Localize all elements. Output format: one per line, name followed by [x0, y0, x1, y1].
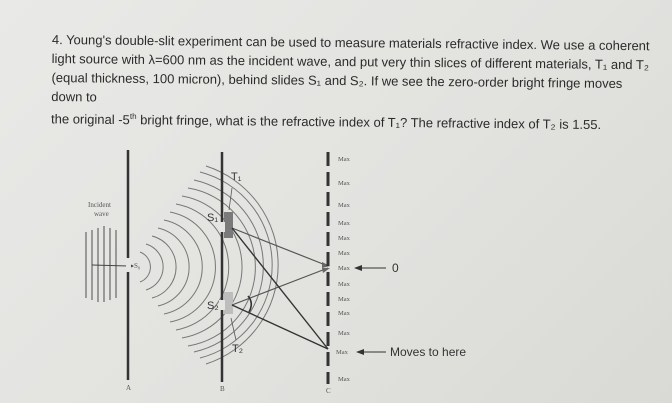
max-label: Max: [338, 310, 350, 317]
slit-s1: [219, 222, 225, 232]
wavefronts-s0: [140, 166, 278, 364]
problem-line-3: (equal thickness, 100 micron), behind slides S₁ and S₂. If we see the zero-order bright fringe moves down to: [51, 69, 623, 105]
ray-s2-to-fifth: [232, 305, 328, 349]
max-label: Max: [338, 220, 350, 227]
max-label: Max: [338, 296, 350, 303]
max-label: Max: [338, 265, 350, 272]
max-label: Max: [338, 330, 350, 337]
slice-t2: [224, 292, 233, 314]
s0-label: S₀: [134, 262, 141, 270]
s1-label: S₁: [207, 212, 219, 224]
max-label: Max: [338, 202, 350, 209]
zero-order-label: 0: [392, 261, 399, 275]
max-label: Max: [338, 156, 350, 163]
t2-label: T₂: [232, 343, 243, 355]
incident-label-1: Incident: [88, 201, 111, 209]
max-label: Max: [338, 235, 350, 242]
problem-line-4-start: the original -5: [50, 111, 130, 128]
moves-to-here-label: Moves to here: [390, 345, 467, 359]
screen-c-label: C: [326, 387, 331, 395]
incident-label-2: wave: [94, 210, 109, 218]
slit-s2: [219, 300, 225, 310]
incident-wavefronts: [86, 226, 116, 302]
barrier-b-label: B: [220, 385, 225, 393]
ray-s2-to-center: [232, 268, 328, 305]
max-label: Max: [338, 250, 350, 257]
slit-s0: [126, 258, 131, 272]
slice-t1: [224, 212, 233, 238]
t1-label: T₁: [231, 171, 242, 183]
ordinal-suffix: th: [129, 111, 137, 121]
max-label: Max: [338, 281, 350, 288]
barrier-a-label: A: [126, 384, 132, 392]
problem-line-4-end: bright fringe, what is the refractive index of T₁? The refractive index of T₂ is 1.55.: [136, 112, 602, 133]
max-label: Max: [338, 376, 350, 383]
problem-line-1: 4. Young's double-slit experiment can be used to measure materials refractive index. We use a coherent: [51, 31, 650, 54]
max-label: Max: [338, 180, 350, 187]
s2-label: S₂: [207, 300, 219, 312]
max-label: Max: [336, 349, 348, 356]
problem-line-2: light source with λ=600 nm as the incident wave, and put very thin slices of different materials, T₁ and T₂: [51, 50, 650, 73]
